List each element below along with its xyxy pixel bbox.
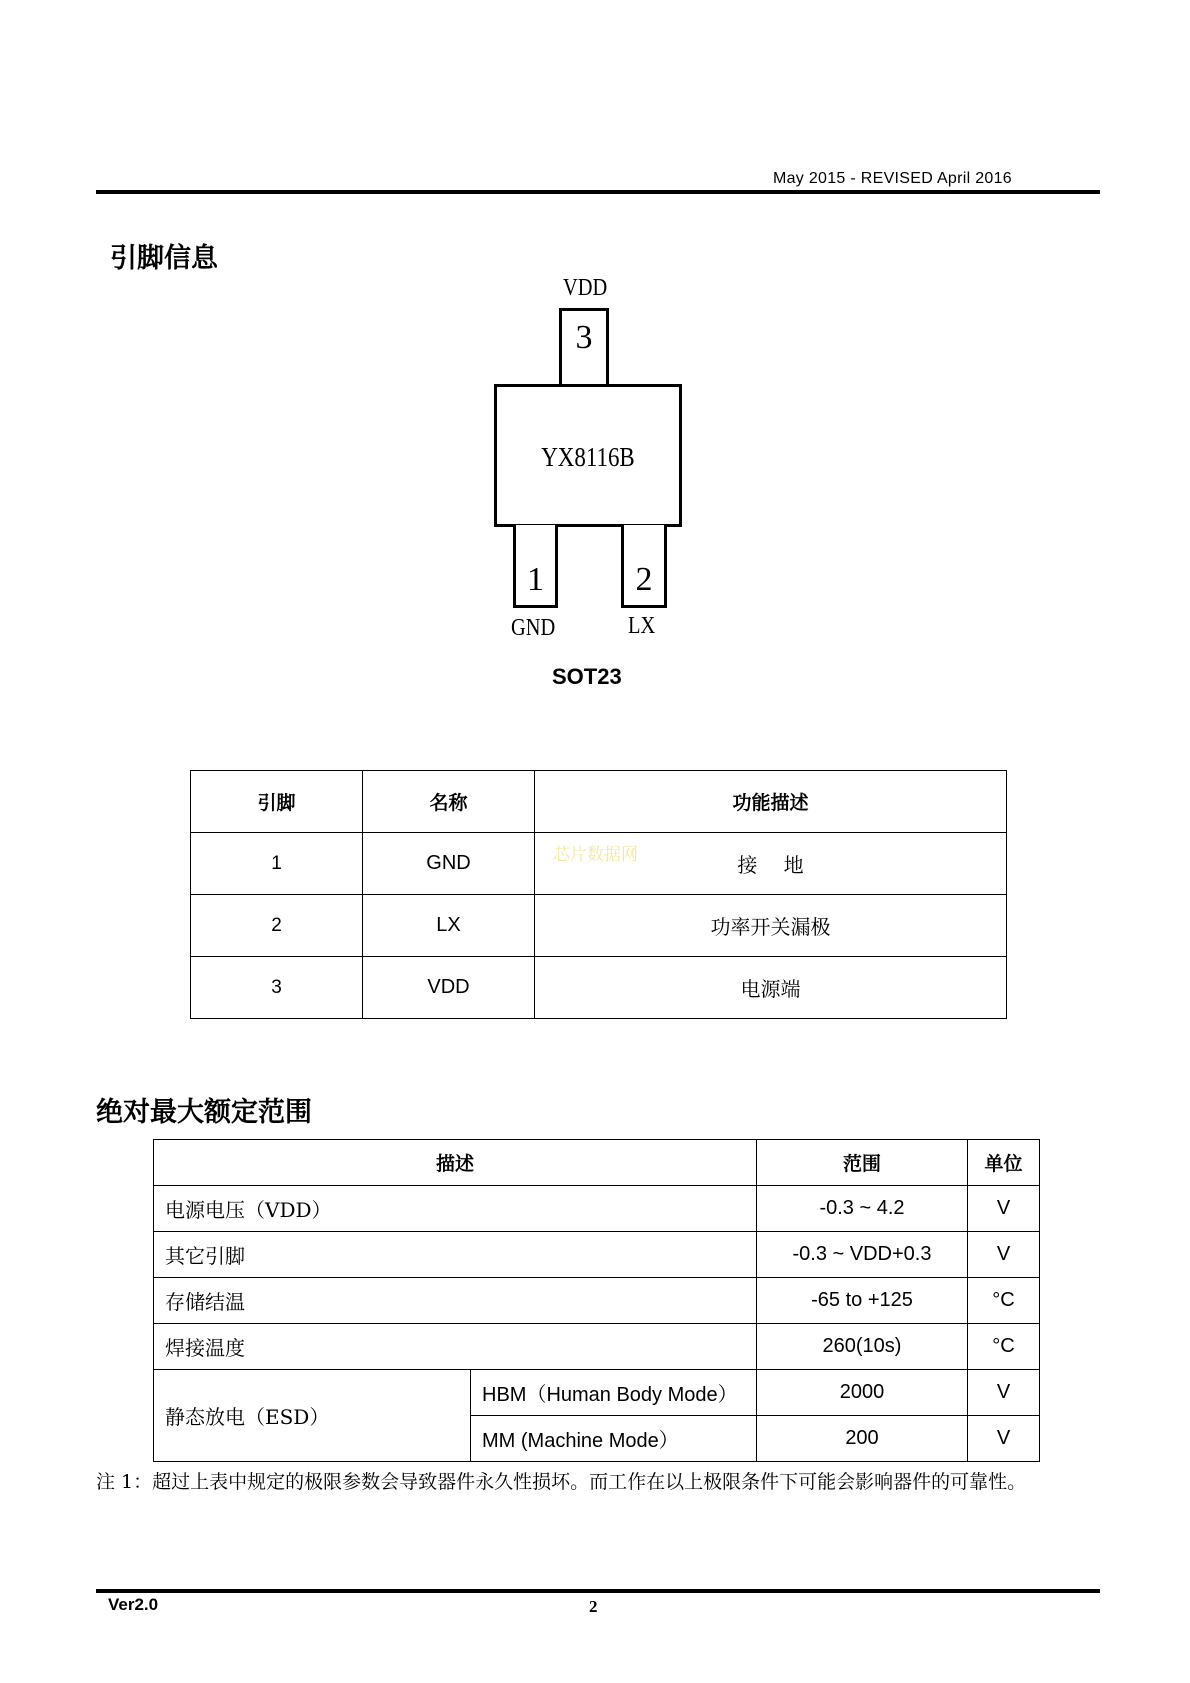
pin-function-cell: 电源端	[535, 957, 1007, 1019]
version-label: Ver2.0	[108, 1595, 159, 1614]
chip-name: YX8116B	[541, 442, 635, 472]
pin-number-cell: 3	[191, 957, 363, 1019]
pin1-number: 1	[527, 561, 544, 598]
header-rule	[96, 190, 1100, 194]
pin-name-cell: VDD	[363, 957, 535, 1019]
pin1-lead	[513, 525, 558, 608]
pin3-label: VDD	[563, 275, 608, 301]
table-row	[154, 1370, 1040, 1416]
footnote: 注 1：超过上表中规定的极限参数会导致器件永久性损坏。而工作在以上极限条件下可能会影响器件的可靠性。	[96, 1471, 1027, 1493]
pin2-label: LX	[628, 613, 656, 639]
header-date: May 2015 - REVISED April 2016	[772, 170, 1012, 187]
desc-cell: 电源电压（VDD）	[154, 1186, 757, 1232]
range-cell: 2000	[757, 1370, 968, 1416]
col-header-pin: 引脚	[191, 771, 363, 833]
table-row	[154, 1324, 1040, 1370]
pin-number-cell: 1	[191, 833, 363, 895]
desc-cell: 焊接温度	[154, 1324, 757, 1370]
table-row	[191, 895, 1007, 957]
pin-name-cell: GND	[363, 833, 535, 895]
pin-function-cell: 接 地	[535, 833, 1007, 895]
pin-function-cell: 功率开关漏极	[535, 895, 1007, 957]
table-row	[191, 957, 1007, 1019]
pin-number-cell: 2	[191, 895, 363, 957]
range-cell: 260(10s)	[757, 1324, 968, 1370]
footer-rule	[96, 1589, 1100, 1593]
esd-mode-cell: MM (Machine Mode）	[471, 1416, 757, 1462]
unit-cell: °C	[968, 1278, 1040, 1324]
max-section-title: 绝对最大额定范围	[96, 1097, 312, 1128]
unit-cell: V	[968, 1370, 1040, 1416]
pin-name-cell: LX	[363, 895, 535, 957]
table-header-row	[191, 771, 1007, 833]
pin3-lead	[559, 308, 609, 386]
desc-cell: 存储结温	[154, 1278, 757, 1324]
table-header-row	[154, 1140, 1040, 1186]
col-header-unit: 单位	[968, 1140, 1040, 1186]
desc-cell: 其它引脚	[154, 1232, 757, 1278]
pin-section-title: 引脚信息	[110, 243, 218, 274]
pin2-number: 2	[635, 561, 653, 598]
watermark: 芯片数据网	[553, 845, 638, 865]
esd-mode-cell: HBM（Human Body Mode）	[471, 1370, 757, 1416]
range-cell: -0.3 ~ 4.2	[757, 1186, 968, 1232]
range-cell: -65 to +125	[757, 1278, 968, 1324]
package-type: SOT23	[552, 664, 622, 689]
esd-desc-cell: 静态放电（ESD）	[154, 1370, 471, 1462]
table-row	[154, 1278, 1040, 1324]
col-header-function: 功能描述	[535, 771, 1007, 833]
col-header-desc: 描述	[154, 1140, 757, 1186]
col-header-name: 名称	[363, 771, 535, 833]
pin-table	[190, 770, 1007, 1019]
unit-cell: V	[968, 1232, 1040, 1278]
col-header-range: 范围	[757, 1140, 968, 1186]
unit-cell: V	[968, 1416, 1040, 1462]
pin2-lead	[621, 525, 667, 608]
max-ratings-table	[153, 1139, 1040, 1462]
unit-cell: °C	[968, 1324, 1040, 1370]
unit-cell: V	[968, 1186, 1040, 1232]
page-number: 2	[589, 1597, 598, 1616]
range-cell: -0.3 ~ VDD+0.3	[757, 1232, 968, 1278]
pin3-number: 3	[575, 319, 593, 356]
range-cell: 200	[757, 1416, 968, 1462]
table-row	[154, 1232, 1040, 1278]
pin1-label: GND	[511, 615, 556, 641]
table-row	[154, 1186, 1040, 1232]
